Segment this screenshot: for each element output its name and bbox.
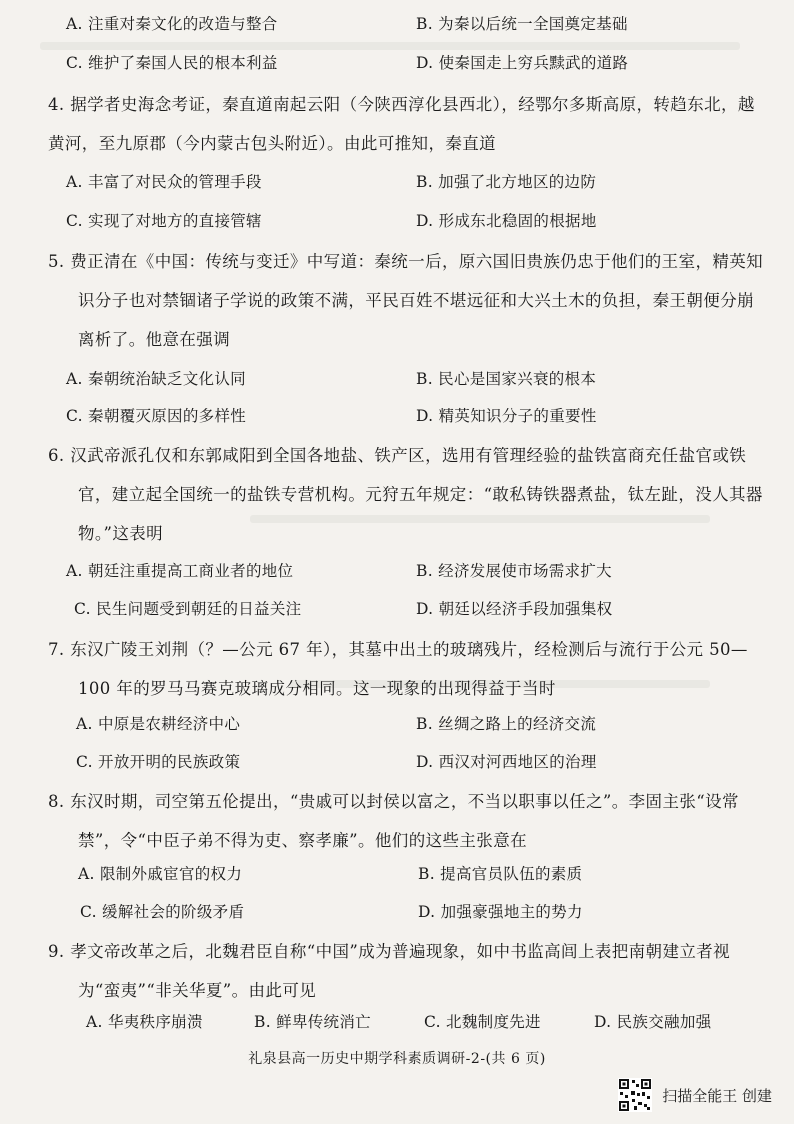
q6-stem-line: 官，建立起全国统一的盐铁专营机构。元狩五年规定：“敢私铸铁器煮盐，钛左趾，没人其器	[78, 485, 763, 504]
q7-option-a: A. 中原是农耕经济中心	[76, 715, 241, 733]
scanner-watermark	[618, 1078, 772, 1112]
q5-stem-line: 5. 费正清在《中国：传统与变迁》中写道：秦统一后，原六国旧贵族仍忠于他们的王室，精英知	[48, 252, 764, 271]
q9-stem-line: 9. 孝文帝改革之后，北魏君臣自称“中国”成为普遍现象，如中书监高闾上表把南朝建立者视	[48, 942, 731, 961]
q9-option-c: C. 北魏制度先进	[424, 1013, 541, 1031]
q6-stem-line: 6. 汉武帝派孔仅和东郭咸阳到全国各地盐、铁产区，选用有管理经验的盐铁富商充任盐官或铁	[48, 446, 747, 465]
page-footer: 礼泉县高一历史中期学科素质调研-2-(共 6 页)	[248, 1051, 546, 1067]
q7-stem-line: 100 年的罗马马赛克玻璃成分相同。这一现象的出现得益于当时	[78, 679, 556, 698]
q3-option-b: B. 为秦以后统一全国奠定基础	[416, 15, 628, 33]
q7-option-c: C. 开放开明的民族政策	[76, 753, 241, 771]
q5-option-c: C. 秦朝覆灭原因的多样性	[66, 407, 247, 425]
q6-option-c: C. 民生问题受到朝廷的日益关注	[74, 600, 302, 618]
q6-option-a: A. 朝廷注重提高工商业者的地位	[66, 562, 294, 580]
q8-stem-line: 8. 东汉时期，司空第五伦提出，“贵戚可以封侯以富之，不当以职事以任之”。李固主张“设常	[48, 792, 739, 811]
q4-option-d: D. 形成东北稳固的根据地	[416, 212, 597, 230]
q8-stem-line: 禁”，令“中臣子弟不得为吏、察孝廉”。他们的这些主张意在	[78, 831, 528, 850]
q5-stem-line: 离析了。他意在强调	[78, 330, 231, 349]
q8-option-d: D. 加强豪强地主的势力	[418, 903, 583, 921]
qr-code-icon	[618, 1078, 652, 1112]
q3-option-a: A. 注重对秦文化的改造与整合	[66, 15, 278, 33]
q5-option-a: A. 秦朝统治缺乏文化认同	[66, 370, 246, 388]
q4-option-c: C. 实现了对地方的直接管辖	[66, 212, 262, 230]
q3-option-d: D. 使秦国走上穷兵黩武的道路	[416, 54, 629, 72]
q8-option-b: B. 提高官员队伍的素质	[418, 865, 583, 883]
q4-option-b: B. 加强了北方地区的边防	[416, 173, 597, 191]
q7-stem	[48, 630, 748, 708]
q9-stem-line: 为“蛮夷”“非关华夏”。由此可见	[78, 981, 317, 1000]
q9-option-b: B. 鲜卑传统消亡	[254, 1013, 371, 1031]
q7-option-d: D. 西汉对河西地区的治理	[416, 753, 597, 771]
q8-option-a: A. 限制外戚宦官的权力	[78, 865, 243, 883]
q5-option-b: B. 民心是国家兴衰的根本	[416, 370, 597, 388]
q6-option-b: B. 经济发展使市场需求扩大	[416, 562, 612, 580]
q9-stem	[48, 932, 748, 1010]
q7-option-b: B. 丝绸之路上的经济交流	[416, 715, 597, 733]
q5-stem	[48, 242, 764, 359]
q4-stem	[48, 85, 755, 163]
q8-stem	[48, 782, 748, 860]
q6-option-d: D. 朝廷以经济手段加强集权	[416, 600, 613, 618]
q9-option-d: D. 民族交融加强	[594, 1013, 712, 1031]
q3-option-c: C. 维护了秦国人民的根本利益	[66, 54, 278, 72]
q9-option-a: A. 华夷秩序崩溃	[86, 1013, 203, 1031]
scanner-label: 扫描全能王 创建	[662, 1086, 772, 1105]
q4-option-a: A. 丰富了对民众的管理手段	[66, 173, 262, 191]
q6-stem-line: 物。”这表明	[78, 524, 164, 543]
q6-stem	[48, 436, 763, 553]
bleed-through-mark	[40, 42, 740, 50]
q5-stem-line: 识分子也对禁锢诸子学说的政策不满，平民百姓不堪远征和大兴土木的负担，秦王朝便分崩	[78, 291, 754, 310]
q7-stem-line: 7. 东汉广陵王刘荆（？—公元 67 年），其墓中出土的玻璃残片，经检测后与流行于公元 50—	[48, 640, 748, 659]
q5-option-d: D. 精英知识分子的重要性	[416, 407, 597, 425]
q8-option-c: C. 缓解社会的阶级矛盾	[80, 903, 245, 921]
q4-stem-line: 4. 据学者史海念考证，秦直道南起云阳（今陕西淳化县西北），经鄂尔多斯高原，转趋东北，越	[48, 95, 755, 114]
q4-stem-line: 黄河，至九原郡（今内蒙古包头附近）。由此可推知，秦直道	[48, 134, 497, 153]
